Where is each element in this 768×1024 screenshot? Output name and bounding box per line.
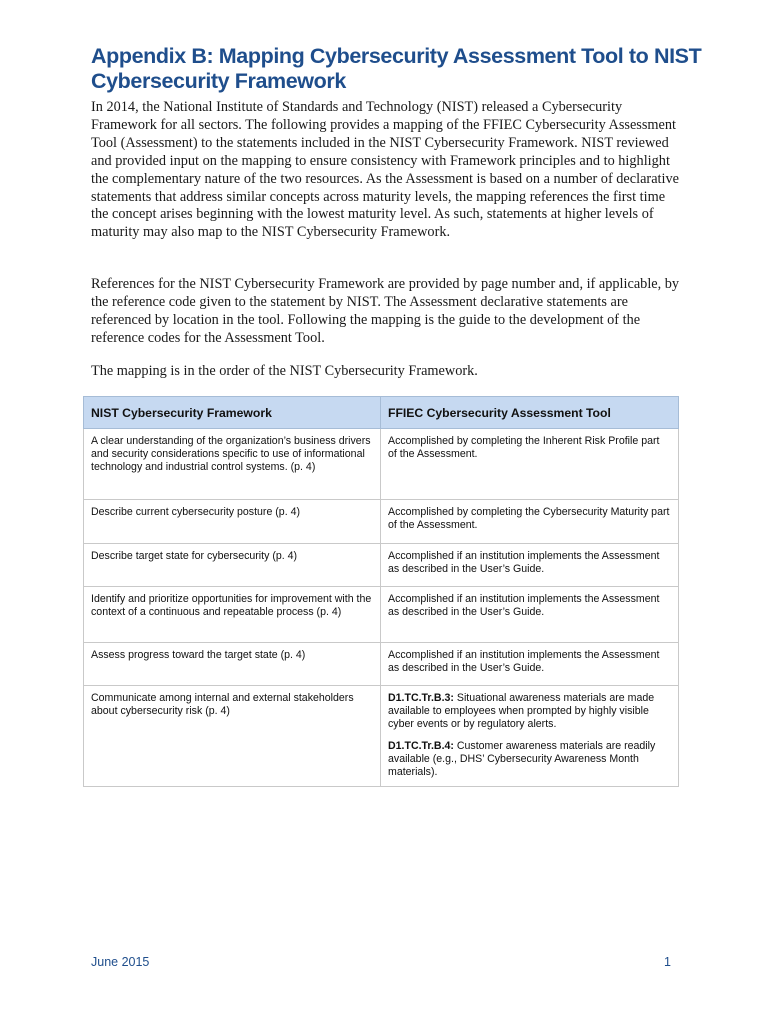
footer-date: June 2015 [91, 955, 150, 969]
nist-cell: Identify and prioritize opportunities for improvement with the context of a continuous and repeatable process (p. 4) [84, 587, 381, 643]
nist-cell: Describe current cybersecurity posture (p. 4) [84, 500, 381, 544]
statement-code: D1.TC.Tr.B.3: [388, 692, 454, 704]
table-row [84, 587, 679, 643]
intro-paragraph: In 2014, the National Institute of Standards and Technology (NIST) released a Cybersecurity Framework for all sectors. The following provides a mapping of the FFIEC Cybersecurity Assessment Tool (Assessment) to the statements included in the NIST Cybersecurity Framework. NIST reviewed and provided input on the mapping to ensure consistency with Framework principles and to highlight the complementary nature of the two resources. As the Assessment is based on a number of declarative statements that address similar concepts across maturity levels, the mapping references the first time the concept arises beginning with the lowest maturity level. As such, statements at higher levels of maturity may also map to the NIST Cybersecurity Framework. [91, 99, 679, 241]
footer-page-number: 1 [664, 955, 671, 969]
ffiec-cell: Accomplished if an institution implements the Assessment as described in the User’s Guide. [381, 544, 679, 587]
table-row [84, 686, 679, 787]
nist-cell: Assess progress toward the target state (p. 4) [84, 643, 381, 686]
page-title-line-1: Appendix B: Mapping Cybersecurity Assessment Tool to NIST [91, 44, 702, 68]
header-nist-framework: NIST Cybersecurity Framework [84, 397, 381, 429]
page-title-line-2: Cybersecurity Framework [91, 69, 346, 93]
mapping-order-paragraph: The mapping is in the order of the NIST Cybersecurity Framework. [91, 363, 478, 379]
nist-cell: A clear understanding of the organization’s business drivers and security considerations specific to use of informational technology and industrial control systems. (p. 4) [84, 429, 381, 500]
ffiec-cell [381, 686, 679, 787]
statement-code: D1.TC.Tr.B.4: [388, 739, 454, 752]
header-ffiec-tool: FFIEC Cybersecurity Assessment Tool [381, 397, 679, 429]
nist-cell: Communicate among internal and external stakeholders about cybersecurity risk (p. 4) [84, 686, 381, 787]
statement-text: Situational awareness materials are made available to employees when prompted by highly visible cyber events or by regulatory alerts. [388, 692, 655, 731]
page-title [91, 44, 711, 94]
table-row [84, 429, 679, 500]
ffiec-statement [388, 692, 671, 732]
table-row [84, 643, 679, 686]
table-header-row [84, 397, 679, 429]
statement-text: Customer awareness materials are readily available (e.g., DHS’ Cybersecurity Awareness Month materials). [388, 739, 656, 779]
table-row [84, 500, 679, 544]
nist-cell: Describe target state for cybersecurity (p. 4) [84, 544, 381, 587]
table-row [84, 544, 679, 587]
references-paragraph: References for the NIST Cybersecurity Framework are provided by page number and, if applicable, by the reference code given to the statement by NIST. The Assessment declarative statements are referenced by location in the tool. Following the mapping is the guide to the development of the reference codes for the Assessment Tool. [91, 276, 680, 346]
mapping-table [83, 396, 679, 787]
ffiec-cell: Accomplished by completing the Cybersecurity Maturity part of the Assessment. [381, 500, 679, 544]
ffiec-statement [388, 740, 671, 780]
ffiec-cell: Accomplished by completing the Inherent Risk Profile part of the Assessment. [381, 429, 679, 500]
ffiec-cell: Accomplished if an institution implements the Assessment as described in the User’s Guide. [381, 643, 679, 686]
ffiec-cell: Accomplished if an institution implements the Assessment as described in the User’s Guide. [381, 587, 679, 643]
